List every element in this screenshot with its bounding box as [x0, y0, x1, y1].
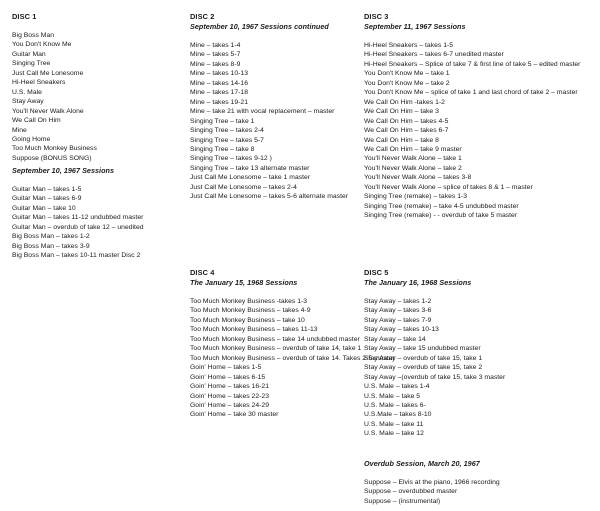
track-item: Singing Tree – take 8: [190, 145, 255, 153]
spacer: [364, 469, 500, 478]
track-item: We Call On Him – take 3: [364, 108, 439, 116]
track-item: Goin' Home – takes 1-5: [190, 364, 262, 372]
track-item: Guitar Man – takes 11-12 undubbed master: [12, 214, 144, 222]
track-list: [364, 41, 580, 221]
track-item: You Don't Know Me – take 1: [364, 70, 450, 78]
track-item: Suppose – (instrumental): [364, 497, 441, 505]
track-item: You Don't Know Me: [12, 41, 72, 49]
track-item: Big Boss Man: [12, 32, 55, 39]
session-heading: September 10, 1967 Sessions: [12, 166, 115, 175]
track-item: Too Much Monkey Business – take 14 undubbed master: [190, 335, 360, 343]
track-item: Mine – takes 14-16: [190, 79, 248, 87]
track-item: You Don't Know Me – take 2: [364, 79, 450, 87]
track-item: Just Call Me Lonesome – takes 2-4: [190, 183, 297, 191]
track-item: Stay Away – takes 3-6: [364, 307, 432, 315]
track-item: You'll Never Walk Alone: [12, 107, 84, 115]
track-item: We Call On Him -takes 1-2: [364, 98, 445, 106]
track-item: Singing Tree – takes 9-12 ): [190, 155, 272, 163]
track-item: Hi-Heel Sneakers – takes 1-5: [364, 42, 454, 49]
track-item: Suppose (BONUS SONG): [12, 154, 92, 162]
track-item: Mine – takes 8-9: [190, 60, 241, 68]
track-item: Suppose – overdubbed master: [364, 488, 458, 496]
track-item: Goin' Home – takes 6-15: [190, 373, 266, 381]
track-item: Too Much Monkey Business – takes 11-13: [190, 326, 318, 334]
track-item: U.S. Male – takes 1-4: [364, 383, 430, 391]
track-item: Too Much Monkey Business: [12, 145, 97, 153]
track-item: Singing Tree (remake) - - overdub of take 5 master: [364, 212, 518, 220]
track-item: Big Boss Man – takes 3-9: [12, 242, 90, 250]
session-block-sept-10: [12, 166, 144, 261]
track-list: [364, 478, 500, 506]
track-item: Guitar Man – take 10: [12, 204, 76, 212]
track-item: U.S.Male – takes 8-10: [364, 411, 432, 419]
track-item: Stay Away –(overdub of take 15, take 3 master: [364, 373, 506, 381]
session-block-overdub: [364, 459, 500, 506]
track-item: We Call On Him – take 9 master: [364, 145, 462, 153]
track-item: Guitar Man – takes 6-9: [12, 195, 82, 203]
track-item: Big Boss Man – takes 10-11 master Disc 2: [12, 252, 141, 260]
track-list: [190, 41, 348, 202]
track-list: [364, 297, 505, 439]
track-item: We Call On Him – take 8: [364, 136, 439, 144]
disc-heading: DISC 4: [190, 268, 215, 277]
track-item: Goin' Home – takes 16-21: [190, 383, 269, 391]
session-heading: The January 16, 1968 Sessions: [364, 278, 472, 287]
disc-block-disc5: [364, 268, 505, 439]
disc-heading: DISC 3: [364, 12, 389, 21]
track-item: We Call On Him – takes 6-7: [364, 127, 449, 135]
track-item: Stay Away – take 15 undubbed master: [364, 345, 481, 353]
track-item: U.S. Male – take 11: [364, 420, 424, 428]
track-item: Big Boss Man – takes 1-2: [12, 233, 90, 241]
track-item: Too Much Monkey Business – take 10: [190, 316, 305, 324]
track-item: Goin' Home – take 30 master: [190, 411, 279, 419]
track-item: Guitar Man: [12, 50, 46, 58]
session-heading: Overdub Session, March 20, 1967: [364, 459, 480, 468]
track-item: Stay Away – takes 7-9: [364, 316, 432, 324]
spacer: [364, 32, 580, 41]
track-item: Singing Tree: [12, 60, 51, 68]
track-item: U.S. Male: [12, 88, 42, 96]
track-item: Stay Away – takes 1-2: [364, 298, 432, 305]
track-item: You'll Never Walk Alone – take 2: [364, 164, 462, 172]
session-heading: The January 15, 1968 Sessions: [190, 278, 298, 287]
track-item: You'll Never Walk Alone – takes 3-8: [364, 174, 472, 182]
track-item: Too Much Monkey Business -takes 1-3: [190, 298, 308, 305]
track-list: [12, 185, 144, 261]
track-item: Too Much Monkey Business – overdub of take 14. Takes 2-5 master: [190, 354, 395, 362]
track-item: Going Home: [12, 135, 51, 143]
track-item: Singing Tree (remake) – takes 1-3: [364, 193, 468, 201]
track-item: You'll Never Walk Alone – take 1: [364, 155, 462, 163]
track-item: Stay Away – takes 10-13: [364, 326, 439, 334]
track-item: Mine: [12, 126, 27, 134]
track-item: Too Much Monkey Business – takes 4-9: [190, 307, 311, 315]
disc-block-disc3: [364, 12, 580, 221]
track-item: U.S. Male – takes 6-: [364, 401, 426, 409]
track-item: Just Call Me Lonesome: [12, 69, 84, 77]
disc-block-disc1: [12, 12, 97, 163]
spacer: [12, 176, 144, 185]
track-item: Suppose – Elvis at the piano, 1966 recording: [364, 479, 500, 486]
track-item: Stay Away – take 14: [364, 335, 426, 343]
track-item: We Call On Him: [12, 117, 61, 125]
track-item: Goin' Home – takes 22-23: [190, 392, 269, 400]
track-item: Mine – takes 17-18: [190, 89, 248, 97]
track-item: Just Call Me Lonesome – takes 5-6 alternate master: [190, 193, 349, 201]
track-item: Stay Away – overdub of take 15, take 2: [364, 364, 483, 372]
track-item: Mine – take 21 with vocal replacement – master: [190, 108, 335, 116]
track-item: Stay Away: [12, 98, 44, 106]
disc-heading: DISC 5: [364, 268, 389, 277]
disc-block-disc2: [190, 12, 348, 202]
track-item: Singing Tree – takes 5-7: [190, 136, 264, 144]
track-list: [12, 31, 97, 163]
track-item: Stay Away – overdub of take 15, take 1: [364, 354, 483, 362]
track-item: Guitar Man – takes 1-5: [12, 186, 82, 193]
track-item: Singing Tree – take 13 alternate master: [190, 164, 310, 172]
track-item: Singing Tree – take 1: [190, 117, 255, 125]
track-item: We Call On Him – takes 4-5: [364, 117, 449, 125]
track-item: Singing Tree – takes 2-4: [190, 127, 264, 135]
track-item: Hi-Heel Sneakers – Splice of take 7 & first line of take 5 – edited master: [364, 60, 581, 68]
spacer: [364, 288, 505, 297]
disc-heading: DISC 2: [190, 12, 215, 21]
track-item: Goin' Home – takes 24-29: [190, 401, 269, 409]
track-item: Mine – takes 1-4: [190, 42, 241, 49]
session-heading: September 10, 1967 Sessions continued: [190, 22, 329, 31]
track-item: U.S. Male – take 12: [364, 430, 424, 438]
track-item: Mine – takes 19-21: [190, 98, 248, 106]
spacer: [190, 32, 348, 41]
track-item: You Don't Know Me – splice of take 1 and last chord of take 2 – master: [364, 89, 578, 97]
spacer: [12, 22, 97, 31]
track-item: U.S. Male – take 5: [364, 392, 421, 400]
track-item: Mine – takes 5-7: [190, 51, 241, 59]
track-item: Too Much Monkey Business – overdub of take 14, take 1: [190, 345, 362, 353]
track-item: Mine – takes 10-13: [190, 70, 248, 78]
disc-heading: DISC 1: [12, 12, 37, 21]
session-heading: September 11, 1967 Sessions: [364, 22, 466, 31]
track-item: Just Call Me Lonesome – take 1 master: [190, 174, 311, 182]
track-item: Guitar Man – overdub of take 12 – unedited: [12, 223, 144, 231]
track-item: Singing Tree (remake) – take 4-5 undubbed master: [364, 202, 519, 210]
track-item: Hi-Heel Sneakers: [12, 79, 66, 87]
track-item: You'll Never Walk Alone – splice of takes 8 & 1 – master: [364, 183, 533, 191]
track-item: Hi-Heel Sneakers – takes 6-7 unedited master: [364, 51, 504, 59]
